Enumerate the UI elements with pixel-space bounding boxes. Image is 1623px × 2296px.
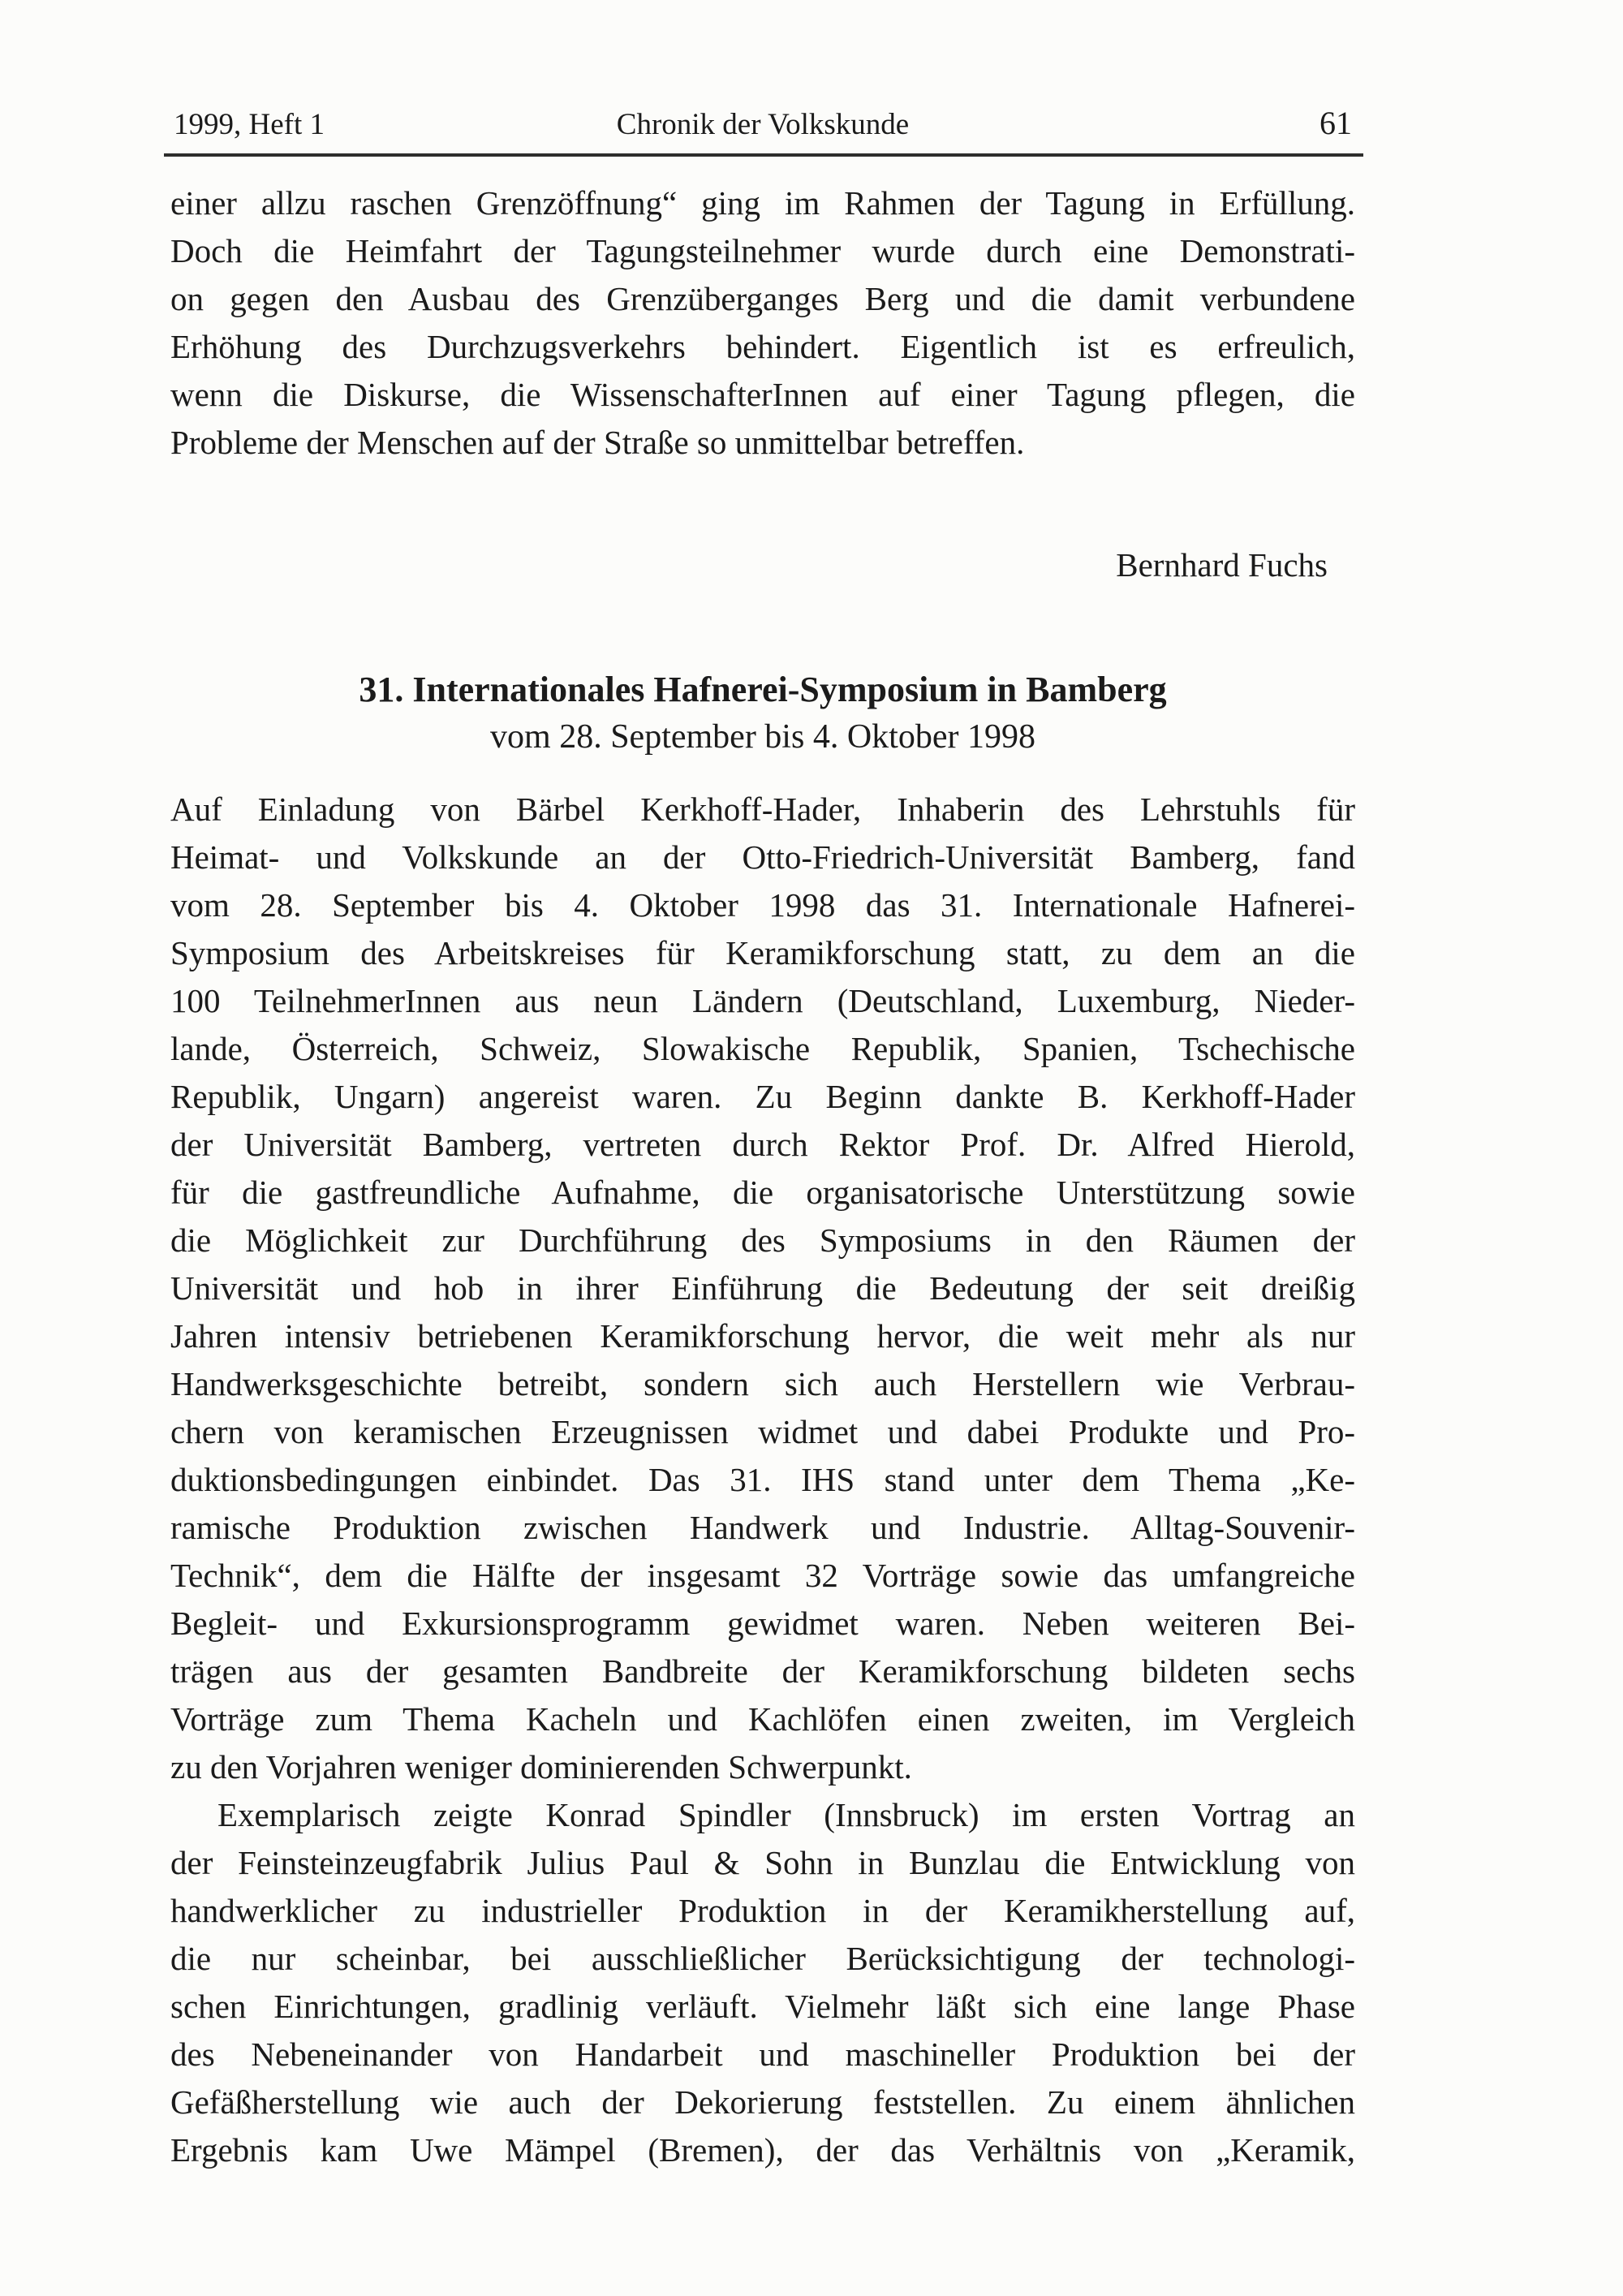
- text-line: ramische Produktion zwischen Handwerk und Industrie. Alltag-Souvenir-: [170, 1509, 1355, 1546]
- text-line: Auf Einladung von Bärbel Kerkhoff-Hader, Inhaberin des Lehrstuhls für: [170, 790, 1355, 828]
- section-subheading: vom 28. September bis 4. Oktober 1998: [490, 718, 1035, 756]
- author-signature: Bernhard Fuchs: [1116, 546, 1328, 584]
- text-line: zu den Vorjahren weniger dominierenden Schwerpunkt.: [170, 1748, 912, 1786]
- page-header: [170, 104, 1355, 153]
- text-line: Doch die Heimfahrt der Tagungsteilnehmer wurde durch eine Demonstrati-: [170, 232, 1355, 269]
- text-line: 100 TeilnehmerInnen aus neun Ländern (Deutschland, Luxemburg, Nieder-: [170, 982, 1355, 1019]
- text-line: handwerklicher zu industrieller Produktion in der Keramikherstellung auf,: [170, 1892, 1355, 1929]
- text-line: Heimat- und Volkskunde an der Otto-Friedrich-Universität Bamberg, fand: [170, 838, 1355, 876]
- text-line: duktionsbedingungen einbindet. Das 31. IHS stand unter dem Thema „Ke-: [170, 1461, 1355, 1498]
- text-line: schen Einrichtungen, gradlinig verläuft. Vielmehr läßt sich eine lange Phase: [170, 1988, 1355, 2025]
- text-line: Republik, Ungarn) angereist waren. Zu Beginn dankte B. Kerkhoff-Hader: [170, 1078, 1355, 1115]
- text-line: Gefäßherstellung wie auch der Dekorierung feststellen. Zu einem ähnlichen: [170, 2083, 1355, 2121]
- paragraph-spindler-vortrag: [170, 1791, 1355, 2174]
- text-line: vom 28. September bis 4. Oktober 1998 das 31. Internationale Hafnerei-: [170, 886, 1355, 924]
- header-page-number: 61: [1319, 105, 1352, 141]
- text-line: des Nebeneinander von Handarbeit und maschineller Produktion bei der: [170, 2035, 1355, 2073]
- text-line: Technik“, dem die Hälfte der insgesamt 32 Vorträge sowie das umfangreiche: [170, 1557, 1355, 1594]
- text-line: Vorträge zum Thema Kacheln und Kachlöfen einen zweiten, im Vergleich: [170, 1700, 1355, 1738]
- paragraph-tagung-abschluss: [170, 179, 1355, 467]
- text-line: die Möglichkeit zur Durchführung des Symposiums in den Räumen der: [170, 1221, 1355, 1259]
- text-line: einer allzu raschen Grenzöffnung“ ging im Rahmen der Tagung in Erfüllung.: [170, 184, 1355, 222]
- text-line: Erhöhung des Durchzugsverkehrs behindert. Eigentlich ist es erfreulich,: [170, 328, 1355, 365]
- text-line: die nur scheinbar, bei ausschließlicher Berücksichtigung der technologi-: [170, 1940, 1355, 1977]
- text-line: trägen aus der gesamten Bandbreite der Keramikforschung bildeten sechs: [170, 1652, 1355, 1690]
- paragraph-symposium-bericht: [170, 786, 1355, 1791]
- text-line: Probleme der Menschen auf der Straße so unmittelbar betreffen.: [170, 424, 1025, 461]
- text-line: der Feinsteinzeugfabrik Julius Paul & Sohn in Bunzlau die Entwicklung von: [170, 1844, 1355, 1881]
- text-line: lande, Österreich, Schweiz, Slowakische Republik, Spanien, Tschechische: [170, 1030, 1355, 1067]
- text-line: on gegen den Ausbau des Grenzüberganges Berg und die damit verbundene: [170, 280, 1355, 317]
- text-line: der Universität Bamberg, vertreten durch Rektor Prof. Dr. Alfred Hierold,: [170, 1126, 1355, 1163]
- text-line: Universität und hob in ihrer Einführung die Bedeutung der seit dreißig: [170, 1269, 1355, 1307]
- section-body: [170, 786, 1355, 2174]
- text-line: Jahren intensiv betriebenen Keramikforschung hervor, die weit mehr als nur: [170, 1317, 1355, 1355]
- text-line: chern von keramischen Erzeugnissen widmet und dabei Produkte und Pro-: [170, 1413, 1355, 1450]
- header-rule: [164, 153, 1363, 157]
- text-line: Handwerksgeschichte betreibt, sondern sich auch Herstellern wie Verbrau-: [170, 1365, 1355, 1402]
- text-line: Begleit- und Exkursionsprogramm gewidmet waren. Neben weiteren Bei-: [170, 1605, 1355, 1642]
- text-column: [170, 104, 1355, 2174]
- text-line: wenn die Diskurse, die WissenschafterInnen auf einer Tagung pflegen, die: [170, 376, 1355, 413]
- text-line: Symposium des Arbeitskreises für Keramikforschung statt, zu dem an die: [170, 934, 1355, 971]
- text-line: Ergebnis kam Uwe Mämpel (Bremen), der das Verhältnis von „Keramik,: [170, 2131, 1355, 2169]
- header-issue: 1999, Heft 1: [174, 108, 325, 141]
- text-line: für die gastfreundliche Aufnahme, die organisatorische Unterstützung sowie: [170, 1174, 1355, 1211]
- section-heading: 31. Internationales Hafnerei-Symposium in Bamberg: [359, 670, 1167, 709]
- header-title: Chronik der Volkskunde: [616, 108, 910, 141]
- text-line: Exemplarisch zeigte Konrad Spindler (Innsbruck) im ersten Vortrag an: [217, 1796, 1355, 1833]
